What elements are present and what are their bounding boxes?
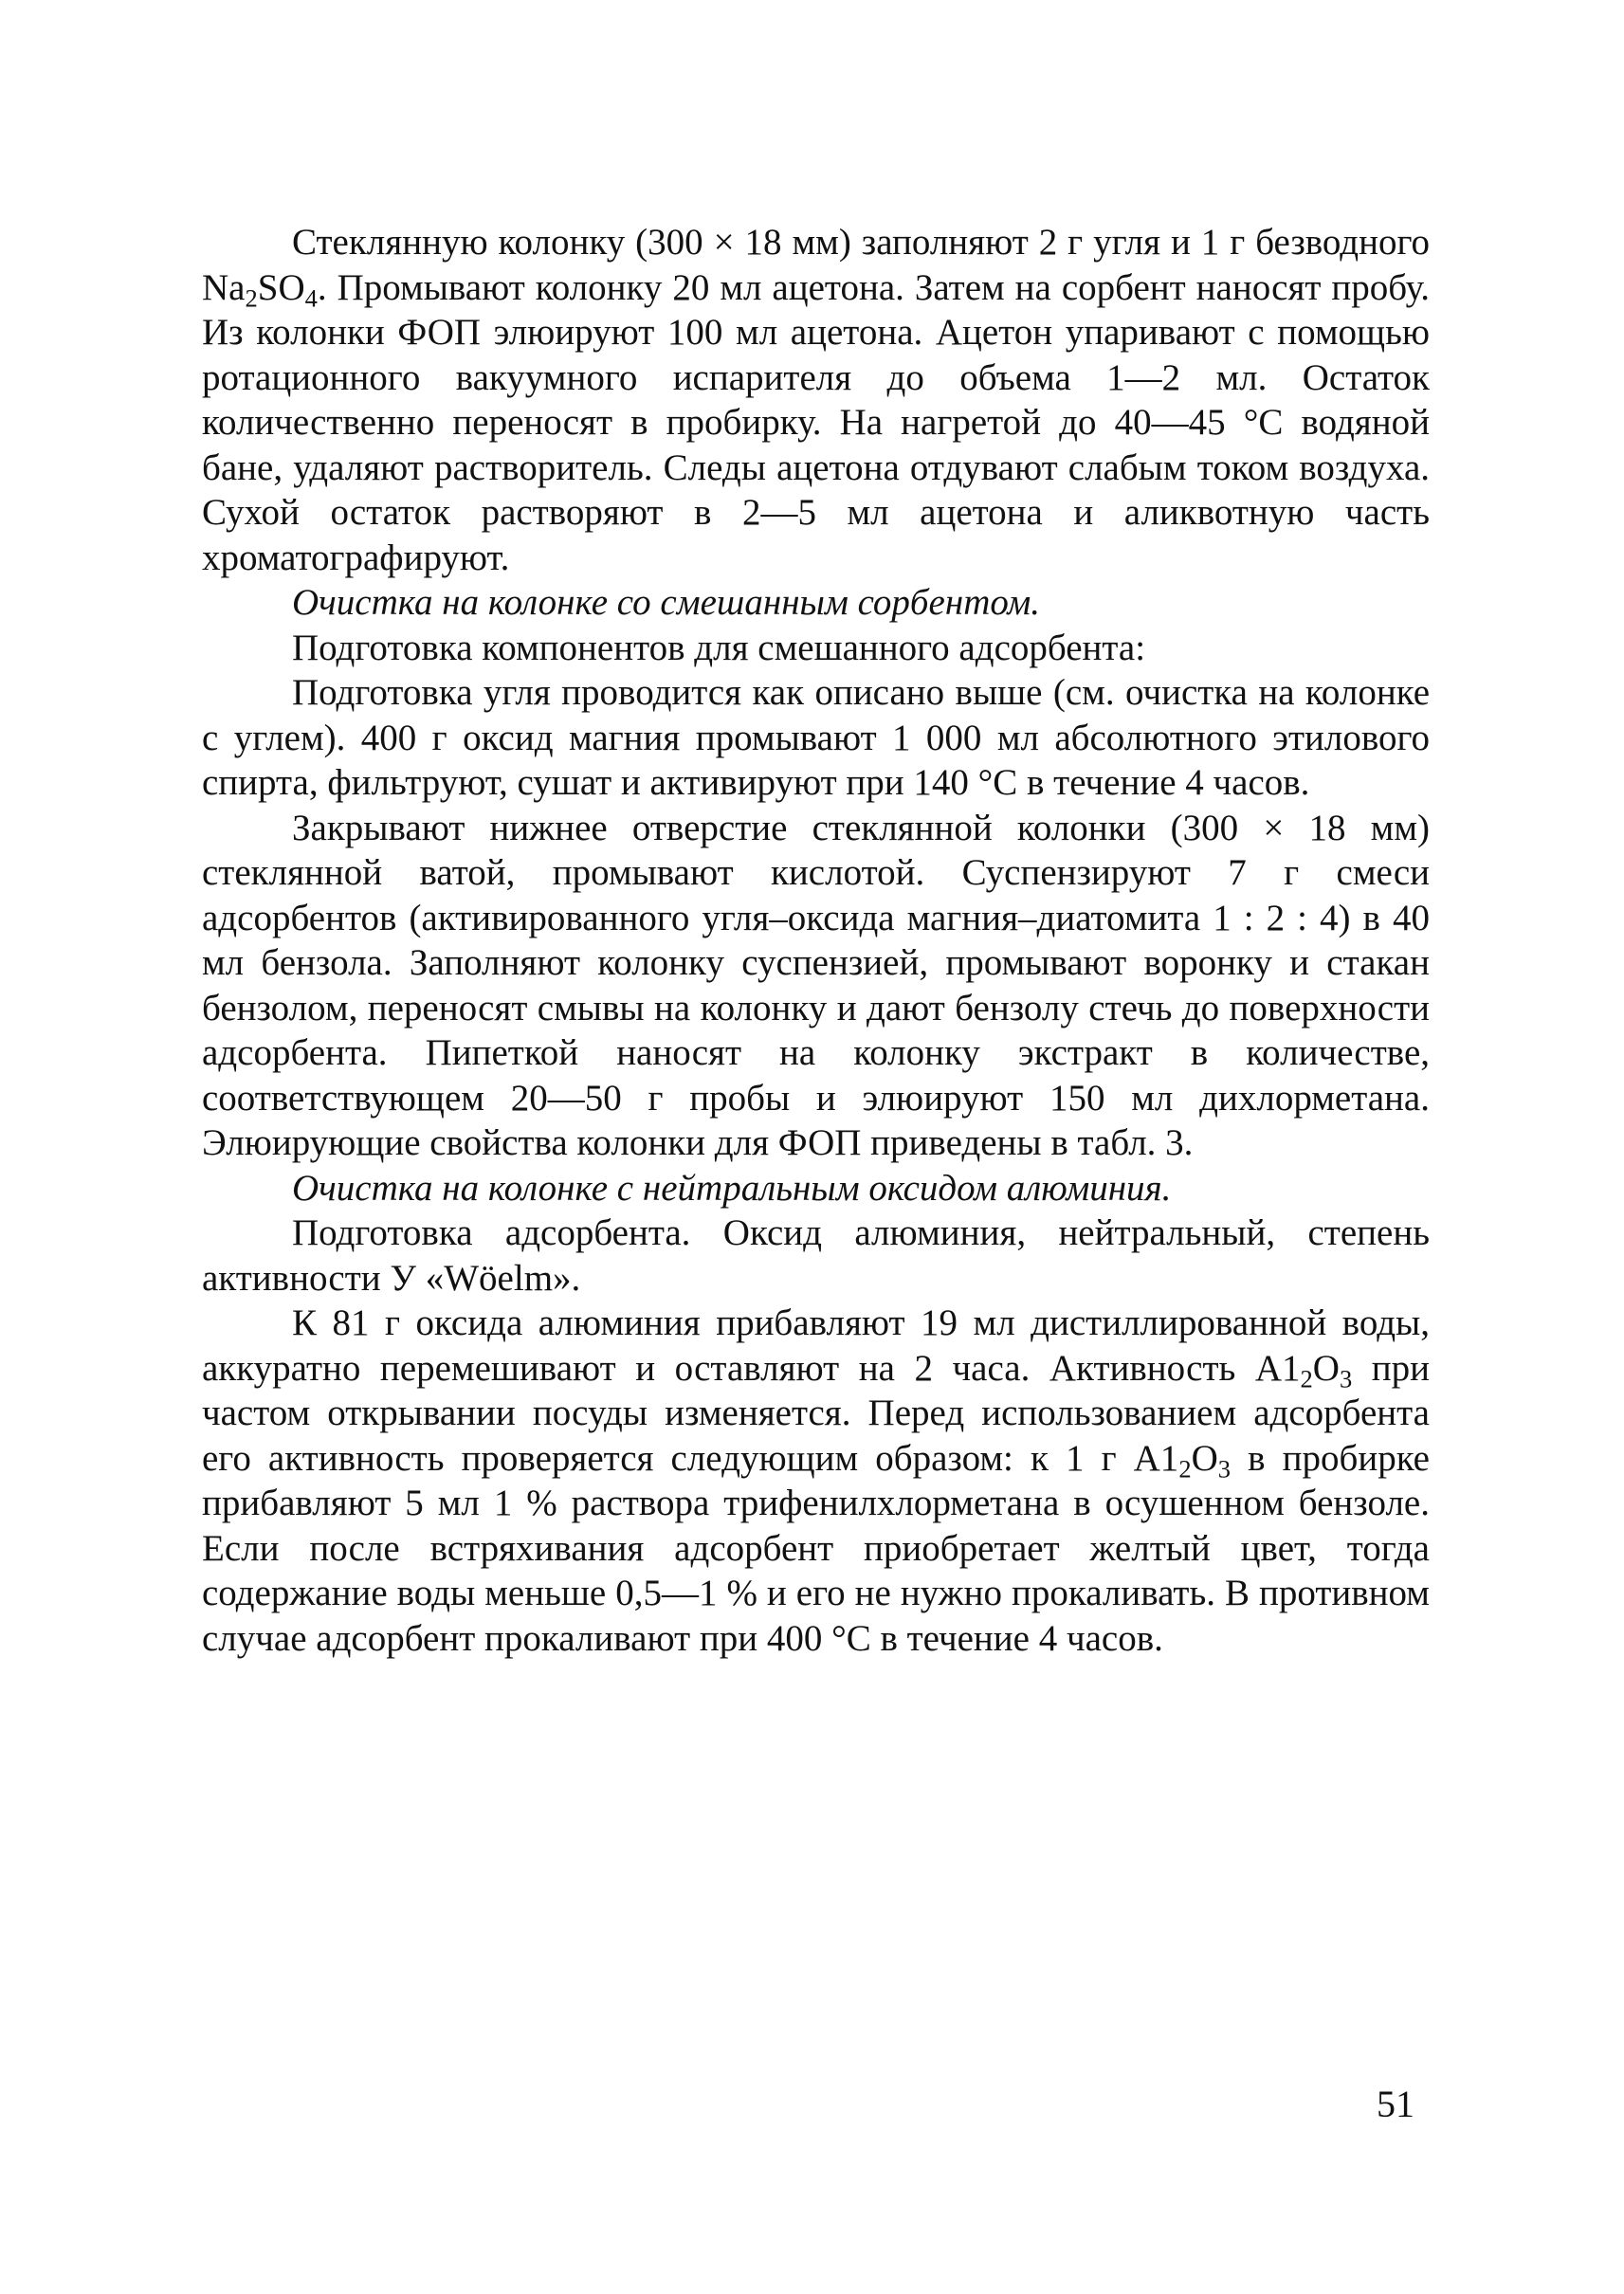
subscript: 3 xyxy=(1339,1363,1353,1393)
subscript: 2 xyxy=(245,282,258,312)
text-run: Очистка на колонке со смешанным сорбентом. xyxy=(292,582,1041,623)
text-run: в пробирке прибавляют 5 мл 1 % раствора трифенилхлорметана в осушенном бензоле. Если после встряхивания адсорбент приобретает желтый цвет, тогда содержание воды меньше 0,5—1 % и его не нужно прокаливать. В противном случае адсорбент прокаливают при 400 °C в течение 4 часов. xyxy=(202,1437,1430,1659)
section-heading xyxy=(202,1166,1430,1211)
text-run: O xyxy=(1312,1347,1340,1389)
paragraph xyxy=(202,220,1430,580)
subscript: 4 xyxy=(304,282,318,312)
paragraph xyxy=(202,806,1430,1166)
paragraph xyxy=(202,670,1430,806)
paragraph xyxy=(202,1301,1430,1661)
section-heading xyxy=(202,580,1430,626)
text-run: Стеклянную колонку (300 × 18 мм) заполняют 2 г угля и 1 г безводного Na xyxy=(202,222,1430,308)
text-run: Очистка на колонке с нейтральным оксидом алюминия. xyxy=(292,1167,1172,1209)
page-number: 51 xyxy=(1377,2083,1414,2125)
subscript: 3 xyxy=(1217,1453,1232,1483)
text-run: O xyxy=(1191,1437,1218,1479)
text-run: SO xyxy=(257,266,305,308)
text-run: Подготовка угля проводится как описано выше (см. очистка на колонке с углем). 400 г оксид магния промывают 1 000 мл абсолютного этилового спирта, фильтруют, сушат и активируют при 140 °C в течение 4 часов. xyxy=(202,672,1430,803)
body-text xyxy=(202,220,1430,1661)
paragraph xyxy=(202,1211,1430,1301)
text-run: . Промывают колонку 20 мл ацетона. Затем на сорбент наносят пробу. Из колонки ФОП элюируют 100 мл ацетона. Ацетон упаривают с помощью ротационного вакуумного испарителя до объема 1—2 мл. Остаток количественно переносят в пробирку. На нагретой до 40—45 °C водяной бане, удаляют растворитель. Следы ацетона отдувают слабым током воздуха. Сухой остаток растворяют в 2—5 мл ацетона и аликвотную часть хроматографируют. xyxy=(202,266,1430,578)
text-run: К 81 г оксида алюминия прибавляют 19 мл дистиллированной воды, аккуратно перемешивают и оставляют на 2 часа. Активность A1 xyxy=(202,1302,1430,1389)
subscript: 2 xyxy=(1300,1363,1313,1393)
paragraph xyxy=(202,626,1430,671)
text-run: Подготовка компонентов для смешанного адсорбента: xyxy=(292,627,1146,668)
text-run: Закрывают нижнее отверстие стеклянной колонки (300 × 18 мм) стеклянной ватой, промывают кислотой. Суспензируют 7 г смеси адсорбентов (активированного угля–оксида магния–диатомита 1 : 2 : 4) в 40 мл бензола. Заполняют колонку суспензией, промывают воронку и стакан бензолом, переносят смывы на колонку и дают бензолу стечь до поверхности адсорбента. Пипеткой наносят на колонку экстракт в количестве, соответствующем 20—50 г пробы и элюируют 150 мл дихлорметана. Элюирующие свойства колонки для ФОП приведены в табл. 3. xyxy=(202,807,1430,1163)
text-run: при частом открывании посуды изменяется. Перед использованием адсорбента его активность проверяется следующим образом: к 1 г A1 xyxy=(202,1347,1430,1479)
subscript: 2 xyxy=(1178,1453,1192,1483)
text-run: Подготовка адсорбента. Оксид алюминия, нейтральный, степень активности У «Wöelm». xyxy=(202,1212,1430,1299)
